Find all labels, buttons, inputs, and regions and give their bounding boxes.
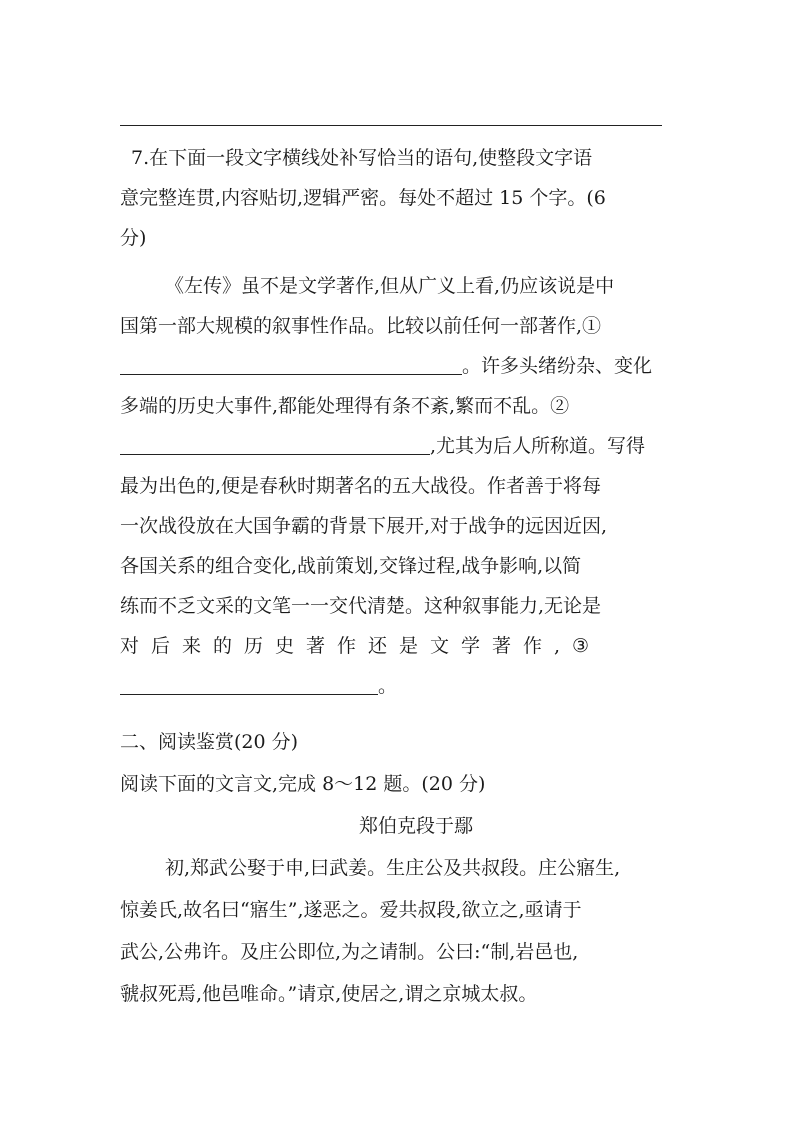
answer-blank-2[interactable] xyxy=(120,432,430,455)
passage-line-11 xyxy=(120,666,680,706)
passage-line-3 xyxy=(120,346,680,386)
passage-line-2 xyxy=(120,306,680,346)
passage-line-4-text: 多端的历史大事件,都能处理得有条不紊,繁而不乱。 xyxy=(120,395,551,417)
passage-line-4 xyxy=(120,386,680,426)
classical-line-2: 惊姜氏,故名曰“寤生”,遂恶之。爱共叔段,欲立之,亟请于 xyxy=(120,899,582,921)
classical-line-4: 虢叔死焉,他邑唯命。”请京,使居之,谓之京城太叔。 xyxy=(120,983,538,1005)
passage-line-1: 《左传》虽不是文学著作,但从广义上看,仍应该说是中 xyxy=(165,275,615,297)
answer-blank-1[interactable] xyxy=(120,352,462,375)
classical-line-1: 初,郑武公娶于申,曰武姜。生庄公及共叔段。庄公寤生, xyxy=(165,857,621,879)
passage-line-11-suffix: 。 xyxy=(378,675,398,697)
blank-marker-1: ① xyxy=(582,315,602,337)
passage-line-5 xyxy=(120,426,680,466)
passage-line-9: 练而不乏文采的文笔一一交代清楚。这种叙事能力,无论是 xyxy=(120,595,602,617)
question-7-line-3: 分) xyxy=(120,227,147,249)
passage-line-8: 各国关系的组合变化,战前策划,交锋过程,战争影响,以简 xyxy=(120,555,582,577)
passage-line-7: 一次战役放在大国争霸的背景下展开,对于战争的远因近因, xyxy=(120,515,608,537)
classical-line-3: 武公,公弗许。及庄公即位,为之请制。公曰:“制,岩邑也, xyxy=(120,941,579,963)
passage-line-10-text: 对后来的历史著作还是文学著作, xyxy=(120,635,573,657)
section-2-instruction: 阅读下面的文言文,完成 8～12 题。(20 分) xyxy=(120,773,486,795)
passage-line-2-text: 国第一部大规模的叙事性作品。比较以前任何一部著作, xyxy=(120,315,583,337)
answer-blank-3[interactable] xyxy=(120,672,378,695)
blank-marker-2: ② xyxy=(550,395,570,417)
classical-title: 郑伯克段于鄢 xyxy=(358,815,473,837)
passage-line-5-suffix: ,尤其为后人所称道。写得 xyxy=(430,435,646,457)
section-2-heading: 二、阅读鉴赏(20 分) xyxy=(120,731,299,753)
passage-line-3-suffix: 。许多头绪纷杂、变化 xyxy=(462,355,653,377)
passage-line-6: 最为出色的,便是春秋时期著名的五大战役。作者善于将每 xyxy=(120,475,602,497)
question-7-line-1: 7.在下面一段文字横线处补写恰当的语句,使整段文字语 xyxy=(131,147,593,169)
question-7-line-2: 意完整连贯,内容贴切,逻辑严密。每处不超过 15 个字。(6 xyxy=(120,187,606,209)
passage-line-10 xyxy=(120,626,680,666)
blank-marker-3: ③ xyxy=(572,635,590,657)
top-answer-line xyxy=(120,125,662,126)
